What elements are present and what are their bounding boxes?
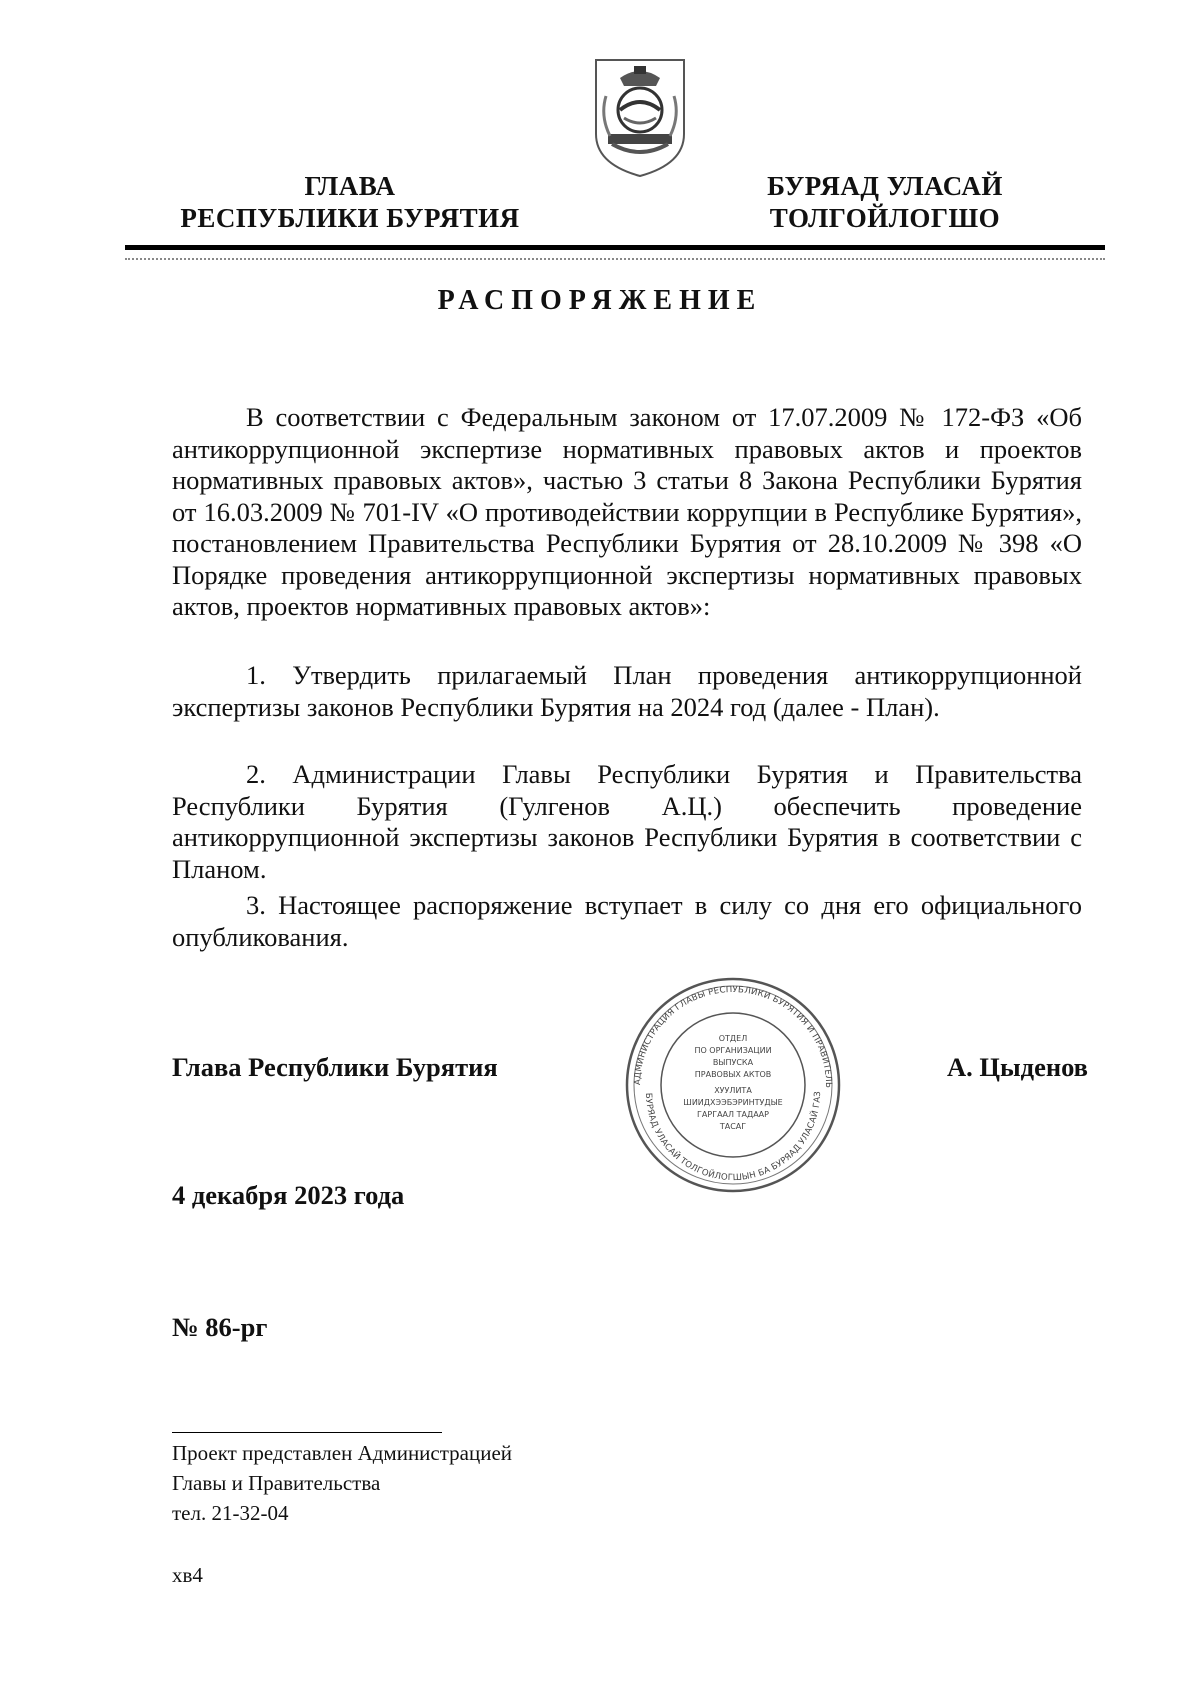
header-right-line1: БУРЯАД УЛАСАЙ [767,171,1003,201]
document-date: 4 декабря 2023 года [172,1180,405,1210]
header-right [745,170,1025,234]
stamp-line: ХУУЛИТА [714,1086,752,1095]
paragraph-item-1: 1. Утвердить прилагаемый План проведения антикоррупционной экспертизы законов Республики Бурятия на 2024 год (далее - План). [172,660,1082,722]
stamp-line: ПО ОРГАНИЗАЦИИ [694,1046,772,1055]
footnote-code: хв4 [172,1563,203,1587]
signature-position: Глава Республики Бурятия [172,1052,498,1082]
official-stamp [620,975,846,1195]
document-title: РАСПОРЯЖЕНИЕ [437,285,763,316]
header-right-line2: ТОЛГОЙЛОГШО [769,203,1001,233]
header-rule-dotted [125,258,1105,260]
stamp-line: ВЫПУСКА [712,1058,754,1067]
header-left-line1: ГЛАВА [304,171,396,201]
stamp-line: ОТДЕЛ [718,1034,748,1043]
footnote-line-2: Главы и Правительства [172,1471,381,1495]
paragraph-item-2: 2. Администрации Главы Республики Бурятия и Правительства Республики Бурятия (Гулгенов А.Ц.) обеспечить проведение антикоррупционной экспертизы законов Республики Бурятия в соответствии с Планом. [172,759,1082,884]
signature-name: А. Цыденов [946,1052,1088,1082]
header-left-line2: РЕСПУБЛИКИ БУРЯТИЯ [180,203,520,233]
stamp-line: ГАРГААЛ ТАДААР [697,1110,769,1119]
stamp-ring-bottom: БУРЯАД УЛАСАЙ ТОЛГОЙЛОГШЫН БА БУРЯАД УЛАСАЙ ГАЗ [642,1091,824,1184]
stamp-line: ПРАВОВЫХ АКТОВ [694,1070,772,1079]
header-left [160,170,540,234]
stamp-ring-top: АДМИНИСТРАЦИЯ ГЛАВЫ РЕСПУБЛИКИ БУРЯТИЯ И ПРАВИТЕЛЬ [632,984,833,1089]
footnote-phone: тел. 21-32-04 [172,1501,289,1525]
paragraph-item-3: 3. Настоящее распоряжение вступает в силу со дня его официального опубликования. [172,890,1082,952]
stamp-line: ШИИДХЭЭБЭРИНТУДЫЕ [683,1098,783,1107]
stamp-line: ТАСАГ [719,1122,747,1131]
footnote-line-1: Проект представлен Администрацией [172,1441,513,1465]
header-rule [125,245,1105,250]
document-number: № 86-рг [172,1312,268,1342]
coat-of-arms-icon [590,56,690,180]
footnote-rule [172,1432,442,1433]
paragraph-intro: В соответствии с Федеральным законом от 17.07.2009 № 172-ФЗ «Об антикоррупционной экспертизе нормативных правовых актов и проектов нормативных правовых актов», частью 3 статьи 8 Закона Республики Бурятия от 16.03.2009 № 701-IV «О противодействии коррупции в Республике Бурятия», постановлением Правительства Республики Бурятия от 28.10.2009 № 398 «О Порядке проведения антикоррупционной экспертизы нормативных правовых актов, проектов нормативных правовых актов»: [172,402,1082,621]
